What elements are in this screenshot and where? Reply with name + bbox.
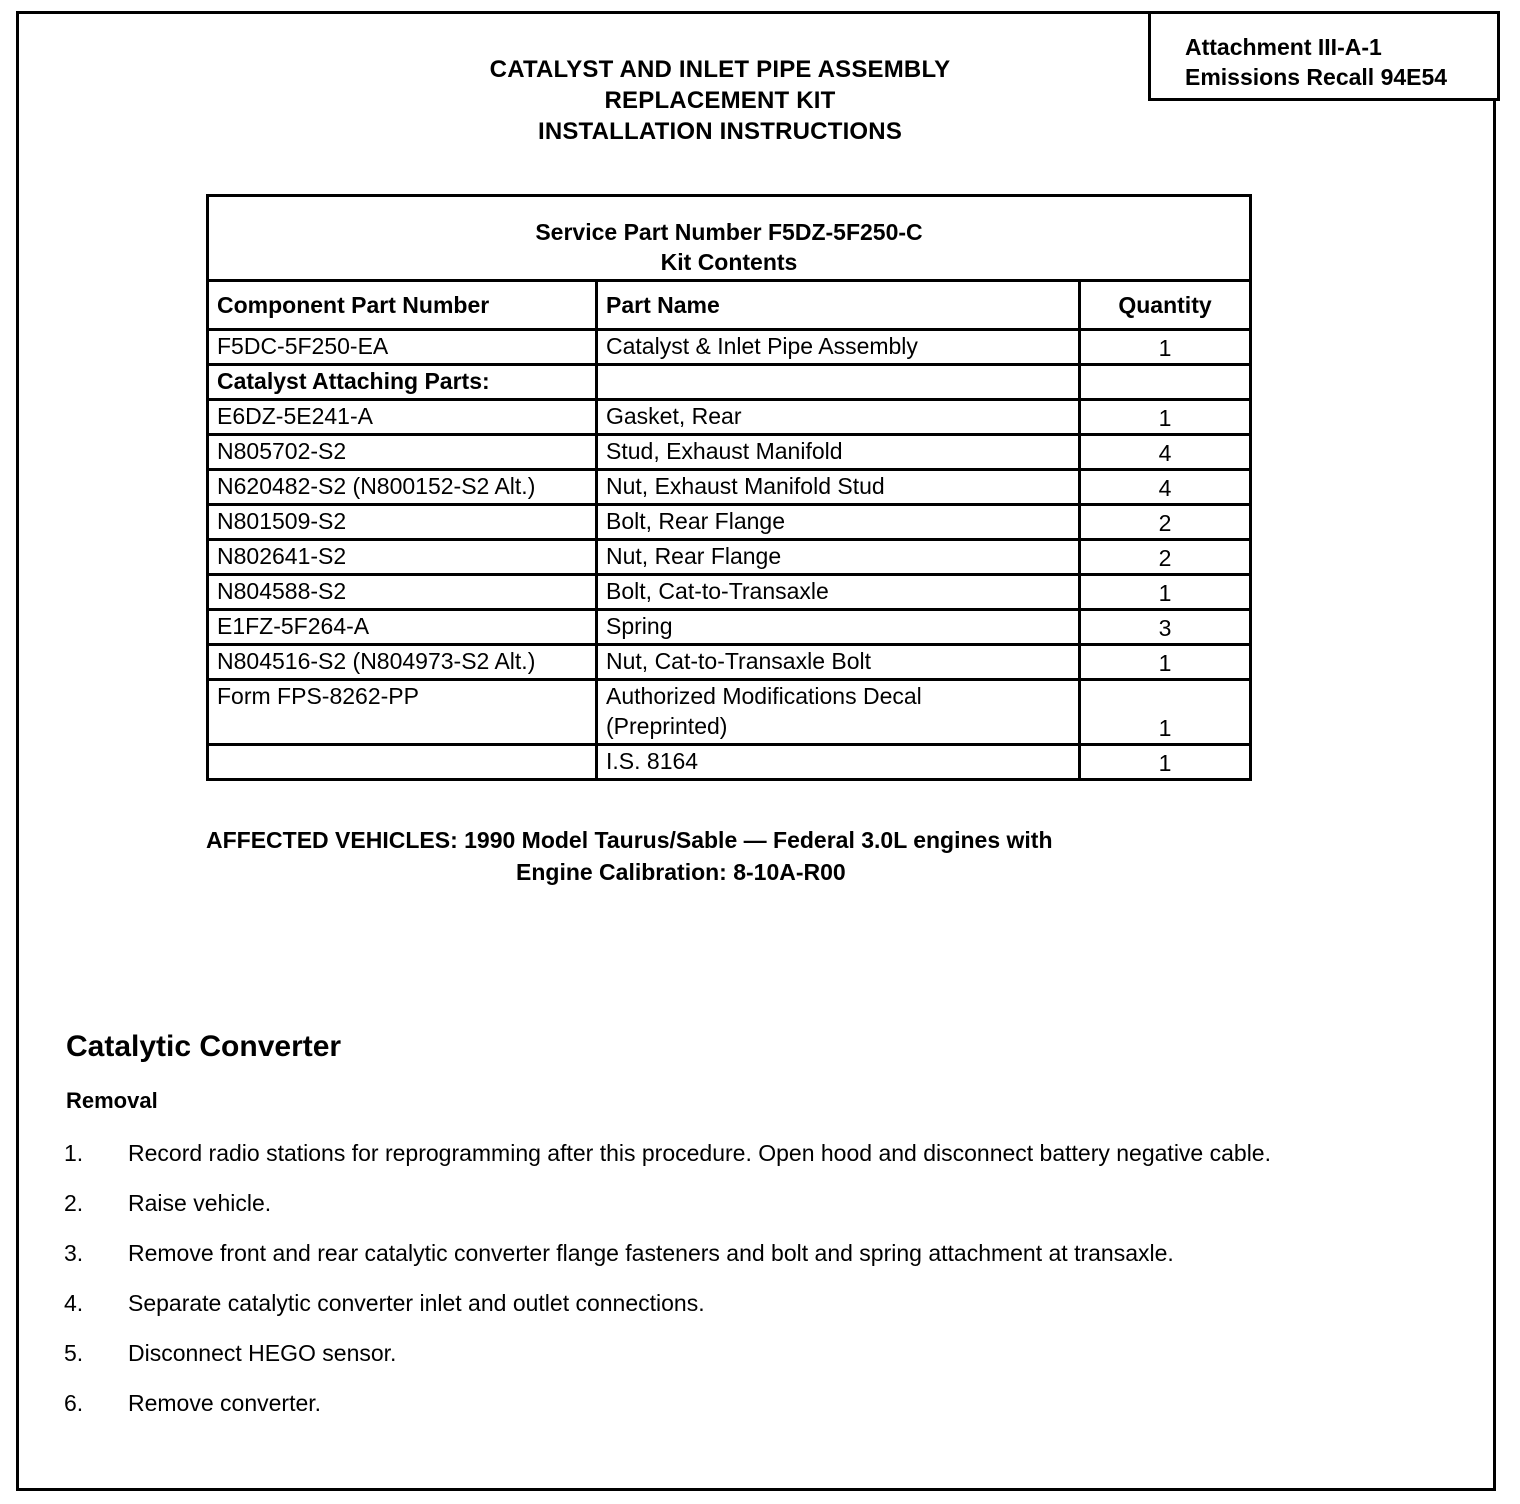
table-row <box>208 575 1251 610</box>
subsection-title: Removal <box>66 1088 158 1113</box>
step-text: Remove converter. <box>128 1390 322 1416</box>
attachment-box <box>1148 11 1500 101</box>
part-name-cell: Gasket, Rear <box>597 400 1080 435</box>
part-number-cell <box>208 745 597 780</box>
step-text: Separate catalytic converter inlet and outlet connections. <box>128 1290 705 1316</box>
table-row <box>208 505 1251 540</box>
service-part-number: Service Part Number F5DZ-5F250-C <box>535 219 923 245</box>
step-text: Disconnect HEGO sensor. <box>128 1340 397 1366</box>
step-number: 1. <box>64 1140 84 1166</box>
list-item <box>64 1138 1384 1168</box>
document-title <box>360 54 1080 147</box>
title-line-1: CATALYST AND INLET PIPE ASSEMBLY <box>489 56 951 83</box>
table-row <box>208 330 1251 365</box>
table-row <box>208 470 1251 505</box>
part-number-cell: N801509-S2 <box>208 505 597 540</box>
quantity-cell: 2 <box>1080 540 1251 575</box>
part-name-cell <box>597 365 1080 400</box>
part-number-cell: E1FZ-5F264-A <box>208 610 597 645</box>
step-number: 2. <box>64 1190 84 1216</box>
attachment-label: Attachment III-A-1 <box>1185 34 1382 60</box>
part-number-cell: N804588-S2 <box>208 575 597 610</box>
step-number: 5. <box>64 1340 84 1366</box>
section-title: Catalytic Converter <box>66 1030 342 1063</box>
step-number: 3. <box>64 1240 84 1266</box>
quantity-cell: 1 <box>1080 645 1251 680</box>
part-number-cell: N620482-S2 (N800152-S2 Alt.) <box>208 470 597 505</box>
quantity-cell: 1 <box>1080 745 1251 780</box>
part-number-cell: N805702-S2 <box>208 435 597 470</box>
list-item <box>64 1388 1384 1418</box>
step-text: Remove front and rear catalytic converter flange fasteners and bolt and spring attachment at transaxle. <box>128 1240 1174 1266</box>
part-name-cell: Stud, Exhaust Manifold <box>597 435 1080 470</box>
title-line-2: REPLACEMENT KIT <box>604 87 836 114</box>
part-number-cell: N804516-S2 (N804973-S2 Alt.) <box>208 645 597 680</box>
part-name-cell: I.S. 8164 <box>597 745 1080 780</box>
kit-contents-table <box>206 194 1252 781</box>
list-item <box>64 1238 1384 1268</box>
column-header-part-number: Component Part Number <box>208 281 597 330</box>
quantity-cell: 1 <box>1080 330 1251 365</box>
column-header-quantity: Quantity <box>1080 281 1251 330</box>
part-number-cell: E6DZ-5E241-A <box>208 400 597 435</box>
affected-vehicles-line-2: Engine Calibration: 8-10A-R00 <box>516 859 846 885</box>
table-row <box>208 645 1251 680</box>
quantity-cell: 4 <box>1080 435 1251 470</box>
table-row <box>208 400 1251 435</box>
part-name-line-2: (Preprinted) <box>606 713 728 739</box>
step-number: 6. <box>64 1390 84 1416</box>
removal-steps-list <box>64 1138 1384 1438</box>
table-row <box>208 540 1251 575</box>
table-row <box>208 610 1251 645</box>
part-number-cell: F5DC-5F250-EA <box>208 330 597 365</box>
table-row <box>208 680 1251 745</box>
list-item <box>64 1338 1384 1368</box>
part-name-cell: Nut, Rear Flange <box>597 540 1080 575</box>
quantity-cell: 2 <box>1080 505 1251 540</box>
part-name-cell: Nut, Exhaust Manifold Stud <box>597 470 1080 505</box>
step-number: 4. <box>64 1290 84 1316</box>
part-name-cell: Nut, Cat-to-Transaxle Bolt <box>597 645 1080 680</box>
part-name-cell: Catalyst & Inlet Pipe Assembly <box>597 330 1080 365</box>
table-row <box>208 745 1251 780</box>
table-header-row <box>208 281 1251 330</box>
quantity-cell: 1 <box>1080 680 1251 745</box>
table-row <box>208 365 1251 400</box>
list-item <box>64 1188 1384 1218</box>
part-name-cell <box>597 680 1080 745</box>
quantity-cell: 3 <box>1080 610 1251 645</box>
step-text: Raise vehicle. <box>128 1190 272 1216</box>
kit-contents-label: Kit Contents <box>660 249 798 275</box>
affected-vehicles <box>206 824 1053 888</box>
quantity-cell: 1 <box>1080 400 1251 435</box>
part-name-cell: Bolt, Cat-to-Transaxle <box>597 575 1080 610</box>
step-text: Record radio stations for reprogramming after this procedure. Open hood and disconnect battery negative cable. <box>128 1140 1271 1166</box>
table-caption <box>208 196 1251 281</box>
quantity-cell <box>1080 365 1251 400</box>
column-header-part-name: Part Name <box>597 281 1080 330</box>
title-line-3: INSTALLATION INSTRUCTIONS <box>537 118 903 145</box>
part-name-cell: Spring <box>597 610 1080 645</box>
quantity-cell: 4 <box>1080 470 1251 505</box>
recall-number: Emissions Recall 94E54 <box>1185 64 1448 90</box>
part-number-cell: Form FPS-8262-PP <box>208 680 597 745</box>
affected-vehicles-line-1: AFFECTED VEHICLES: 1990 Model Taurus/Sable — Federal 3.0L engines with <box>206 827 1053 853</box>
part-number-cell: N802641-S2 <box>208 540 597 575</box>
table-row <box>208 435 1251 470</box>
group-label-cell: Catalyst Attaching Parts: <box>208 365 597 400</box>
quantity-cell: 1 <box>1080 575 1251 610</box>
part-name-cell: Bolt, Rear Flange <box>597 505 1080 540</box>
list-item <box>64 1288 1384 1318</box>
part-name-line-1: Authorized Modifications Decal <box>606 683 922 709</box>
